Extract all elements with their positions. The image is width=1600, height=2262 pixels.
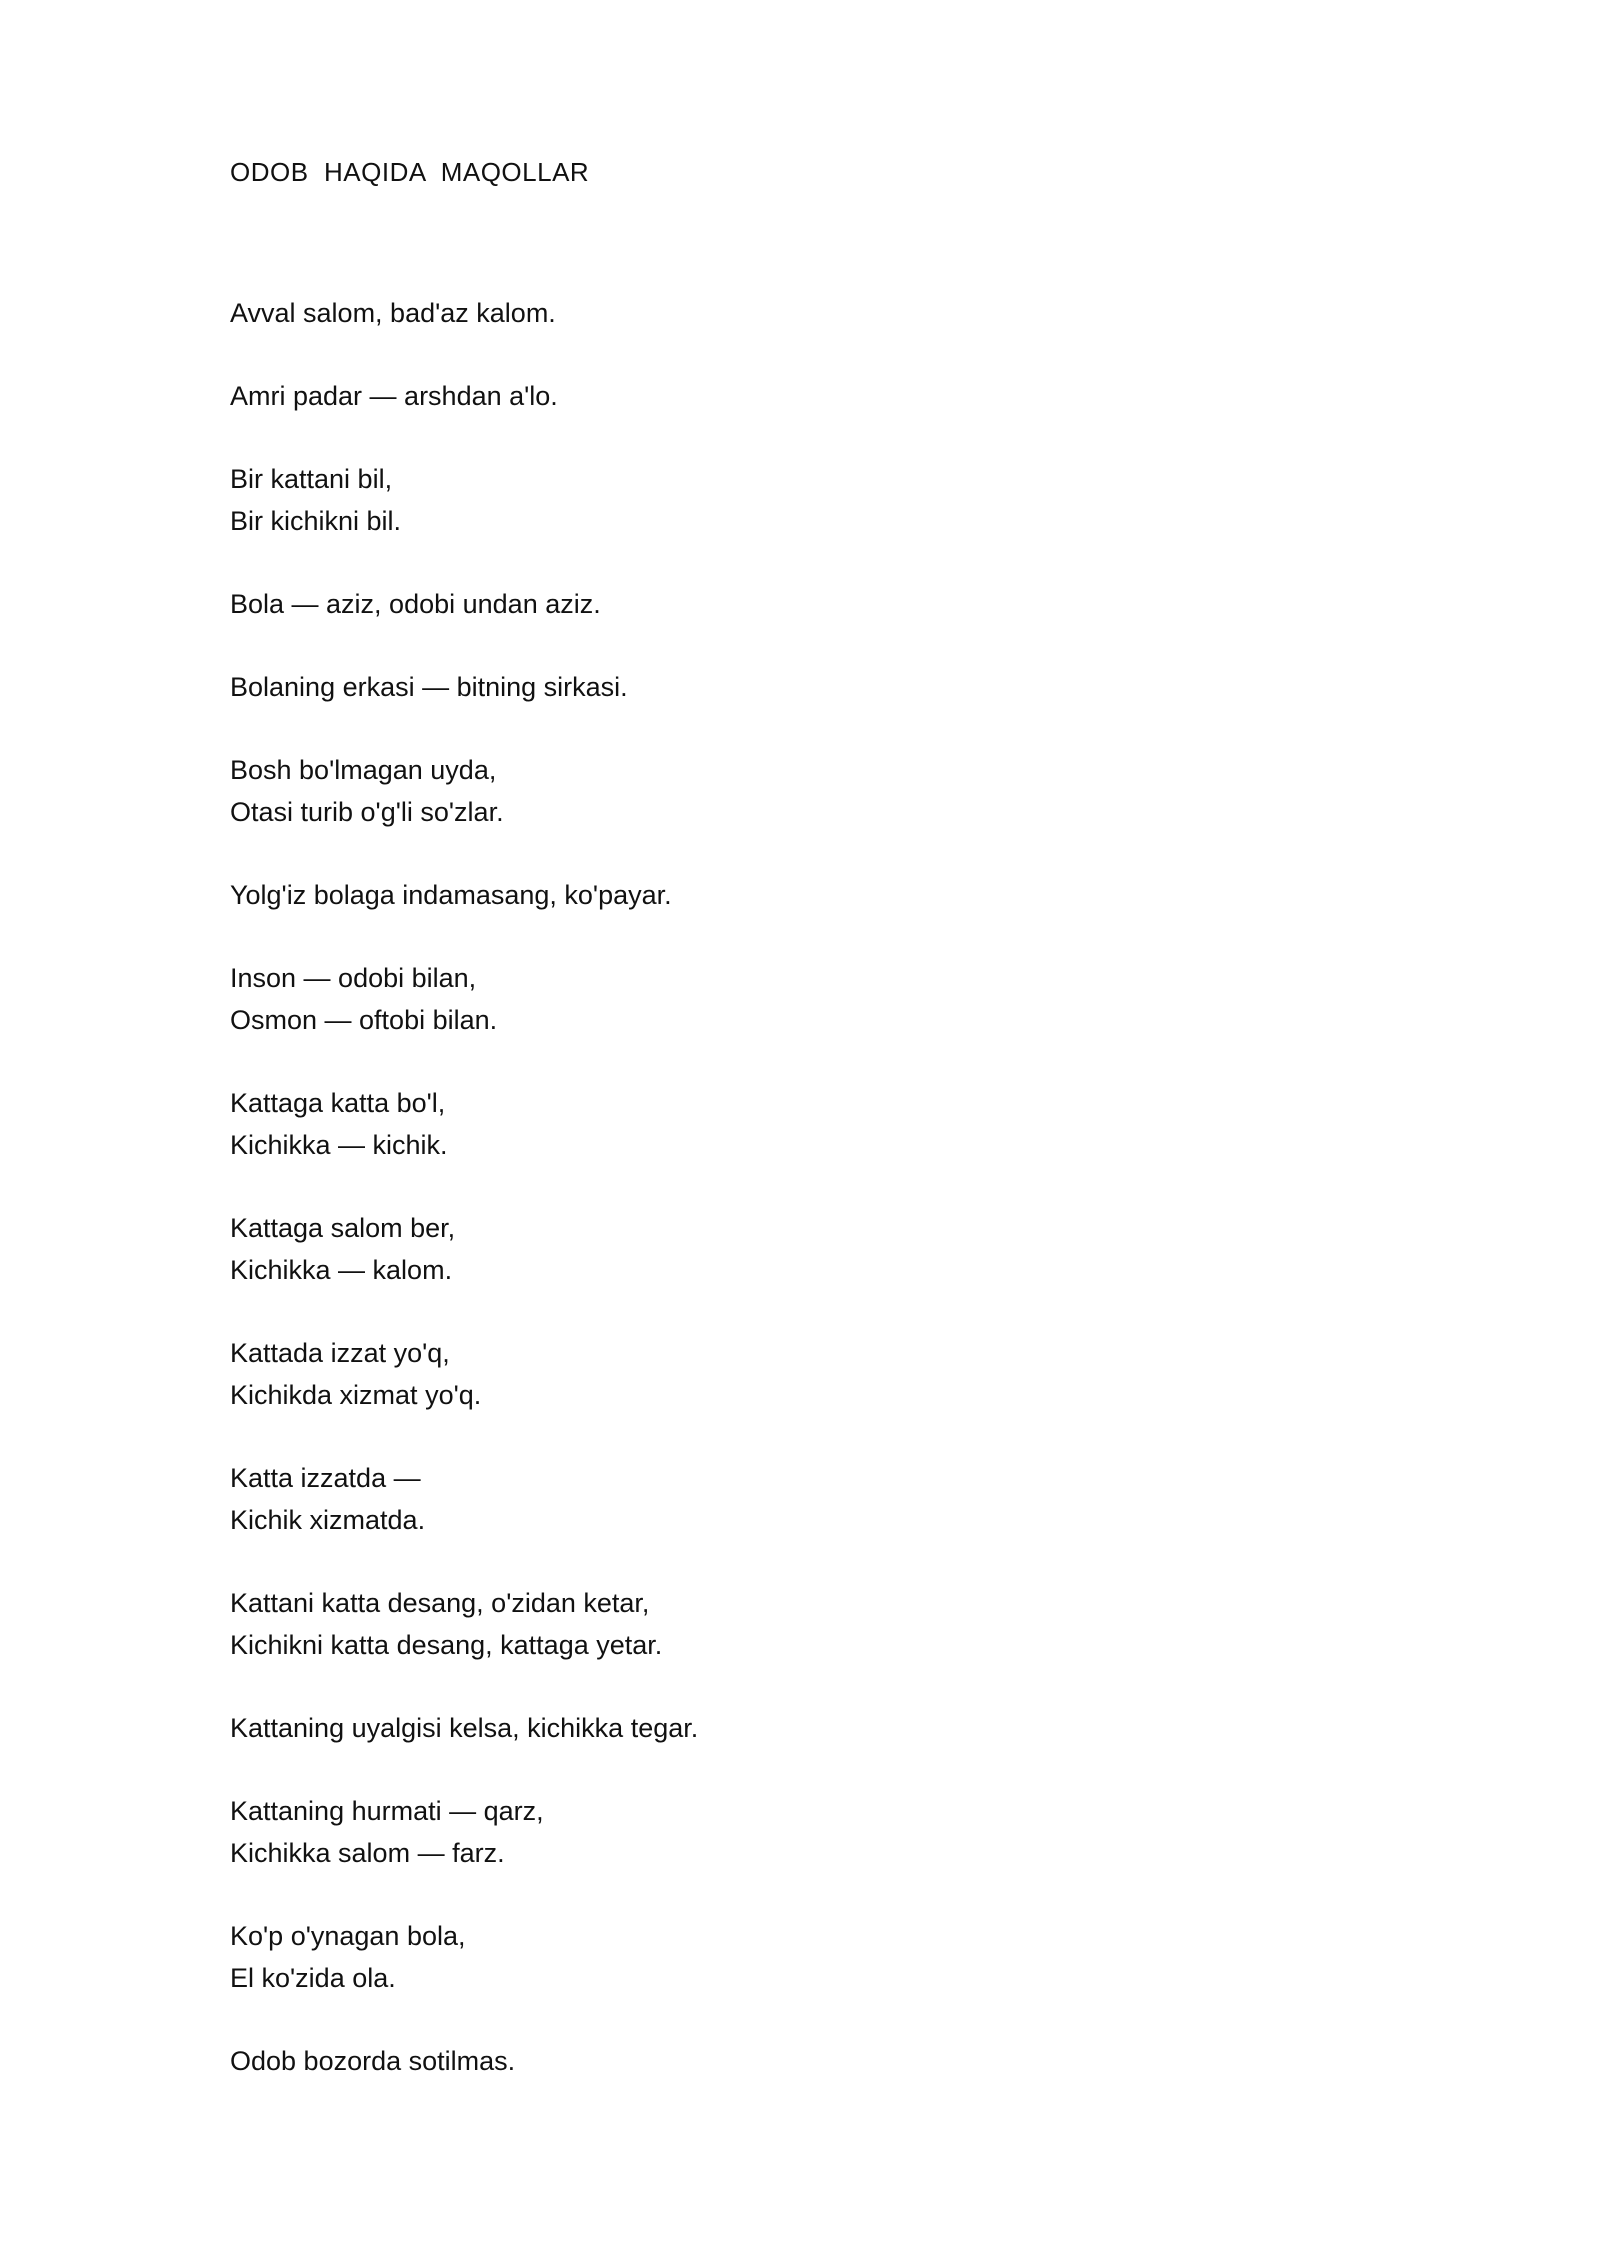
proverb-line: Kattaning hurmati — qarz, [230, 1796, 544, 1826]
proverb-item [230, 583, 1370, 625]
proverb-line: Bola — aziz, odobi undan aziz. [230, 589, 601, 619]
proverb-line: Ko'p o'ynagan bola, [230, 1921, 466, 1951]
proverb-line: Kattada izzat yo'q, [230, 1338, 450, 1368]
proverb-line: Bir kichikni bil. [230, 506, 402, 536]
proverb-line: Amri padar — arshdan a'lo. [230, 381, 558, 411]
proverb-item [230, 1332, 1370, 1416]
proverb-line: Odob bozorda sotilmas. [230, 2046, 516, 2076]
proverb-item [230, 874, 1370, 916]
proverb-item [230, 957, 1370, 1041]
document-title: ODOB HAQIDA MAQOLLAR [230, 157, 590, 187]
proverb-line: Kichikka salom — farz. [230, 1838, 505, 1868]
proverb-line: Kattaga katta bo'l, [230, 1088, 446, 1118]
proverb-line: El ko'zida ola. [230, 1963, 396, 1993]
proverb-line: Kichikka — kichik. [230, 1130, 448, 1160]
proverb-line: Kattaga salom ber, [230, 1213, 456, 1243]
proverb-line: Kichik xizmatda. [230, 1505, 426, 1535]
proverb-line: Inson — odobi bilan, [230, 963, 477, 993]
proverb-line: Bolaning erkasi — bitning sirkasi. [230, 672, 628, 702]
proverb-line: Bir kattani bil, [230, 464, 393, 494]
proverb-item [230, 749, 1370, 833]
proverb-item [230, 1082, 1370, 1166]
proverb-line: Yolg'iz bolaga indamasang, ko'payar. [230, 880, 672, 910]
proverb-item [230, 666, 1370, 708]
proverb-item [230, 1582, 1370, 1666]
proverb-line: Kattaning uyalgisi kelsa, kichikka tegar. [230, 1713, 699, 1743]
proverb-line: Katta izzatda — [230, 1463, 421, 1493]
proverb-item [230, 292, 1370, 334]
proverb-item [230, 1915, 1370, 1999]
proverb-item [230, 1207, 1370, 1291]
proverb-item [230, 1790, 1370, 1874]
proverb-line: Bosh bo'lmagan uyda, [230, 755, 497, 785]
proverb-item [230, 1457, 1370, 1541]
proverb-line: Kattani katta desang, o'zidan ketar, [230, 1588, 650, 1618]
proverb-item [230, 1707, 1370, 1749]
proverb-line: Kichikda xizmat yo'q. [230, 1380, 482, 1410]
proverb-item [230, 375, 1370, 417]
proverb-line: Kichikka — kalom. [230, 1255, 453, 1285]
proverb-line: Otasi turib o'g'li so'zlar. [230, 797, 504, 827]
proverb-item [230, 2040, 1370, 2082]
proverb-line: Kichikni katta desang, kattaga yetar. [230, 1630, 663, 1660]
proverb-line: Avval salom, bad'az kalom. [230, 298, 556, 328]
proverb-list [230, 292, 1370, 2123]
proverb-line: Osmon — oftobi bilan. [230, 1005, 498, 1035]
proverb-item [230, 458, 1370, 542]
